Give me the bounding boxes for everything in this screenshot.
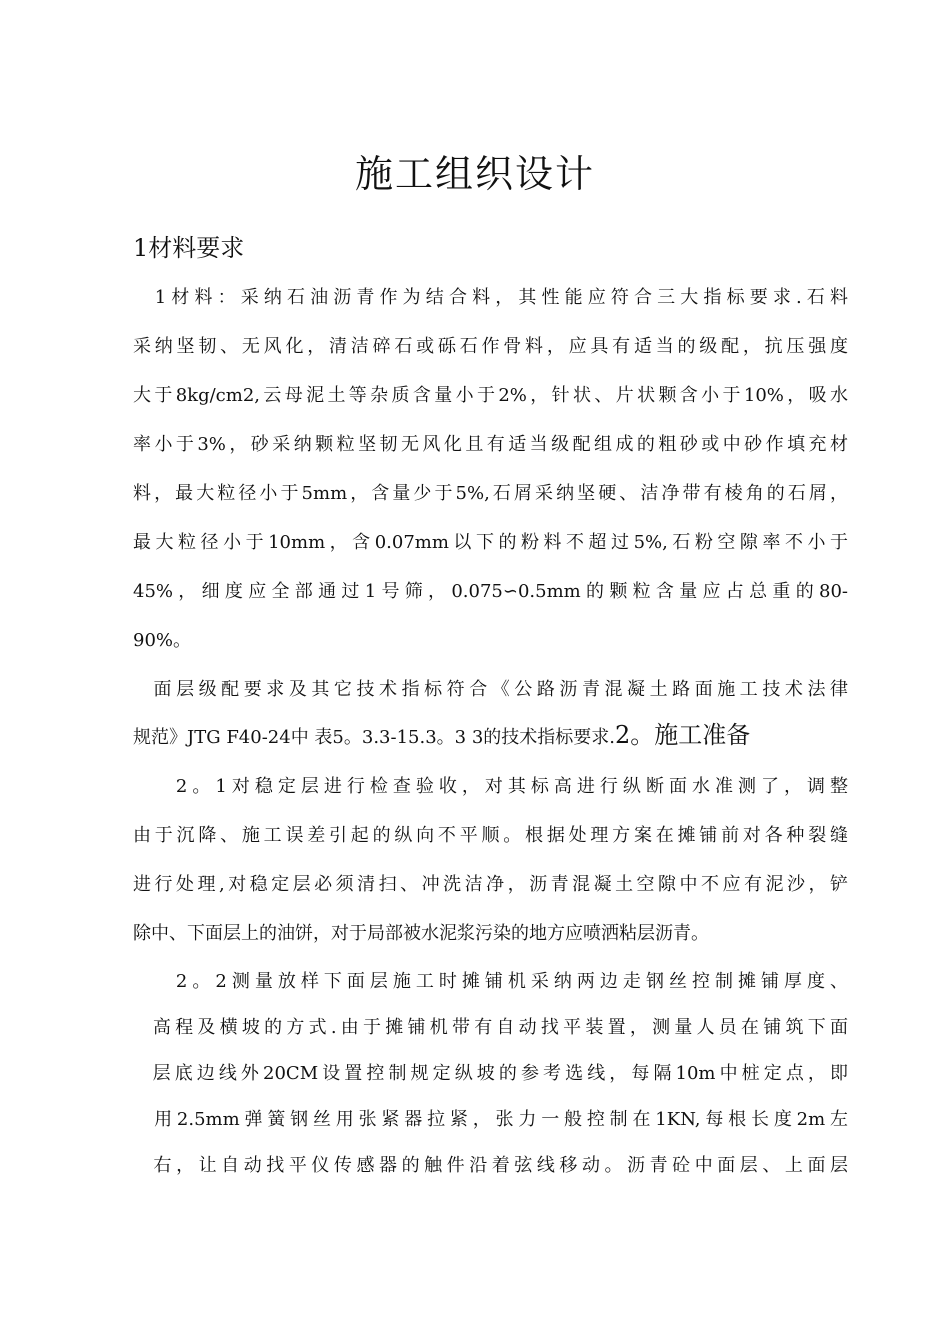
paragraph-line: 除中、下面层上的油饼，对于局部被水泥浆污染的地方应喷洒粘层沥青。	[133, 923, 709, 944]
paragraph-line: 90%。	[133, 630, 192, 651]
paragraph-line: 大于8kg/cm2,云母泥土等杂质含量小于2%，针状、片状颗含小于10%，吸水	[133, 385, 848, 406]
paragraph-line: 最大粒径小于10mm，含0.07mm以下的粉料不超过5%,石粉空隙率不小于	[133, 532, 848, 553]
paragraph-survey	[133, 965, 848, 1195]
paragraph-line	[133, 718, 848, 763]
paragraph-line: 右，让自动找平仪传感器的触件沿着弦线移动。沥青砼中面层、上面层	[133, 1155, 848, 1176]
paragraph-line-text: 规范》JTG F40-24中 表5。3.3-15.3。3 3的技术指标要求.	[133, 727, 616, 748]
paragraph-materials	[133, 281, 848, 673]
paragraph-line: 由于沉降、施工误差引起的纵向不平顺。根据处理方案在摊铺前对各种裂缝	[133, 825, 848, 846]
section-heading-materials: 1材料要求	[133, 234, 245, 262]
paragraph-line: 进行处理,对稳定层必须清扫、冲洗洁净，沥青混凝土空隙中不应有泥沙，铲	[133, 874, 848, 895]
paragraph-line: 1材料：采纳石油沥青作为结合料，其性能应符合三大指标要求.石料	[133, 287, 848, 308]
paragraph-line: 45%，细度应全部通过1号筛，0.075∽0.5mm的颗粒含量应占总重的80-	[133, 581, 848, 602]
paragraph-line: 料，最大粒径小于5mm，含量少于5%,石屑采纳坚硬、洁净带有棱角的石屑，	[133, 483, 848, 504]
paragraph-line: 率小于3%，砂采纳颗粒坚韧无风化且有适当级配组成的粗砂或中砂作填充材	[133, 434, 848, 455]
document-title: 施工组织设计	[354, 152, 595, 196]
paragraph-line: 高程及横坡的方式.由于摊铺机带有自动找平装置，测量人员在铺筑下面	[133, 1017, 848, 1038]
paragraph-line: 2。1对稳定层进行检查验收，对其标高进行纵断面水准测了，调整	[133, 776, 848, 797]
section-heading-preparation: 2。施工准备	[615, 721, 751, 749]
paragraph-line: 采纳坚韧、无风化，清洁碎石或砾石作骨料，应具有适当的级配，抗压强度	[133, 336, 848, 357]
paragraph-line: 用2.5mm弹簧钢丝用张紧器拉紧，张力一般控制在1KN,每根长度2m左	[133, 1109, 848, 1130]
paragraph-line: 2。2测量放样下面层施工时摊铺机采纳两边走钢丝控制摊铺厚度、	[133, 971, 848, 992]
paragraph-spec	[133, 673, 848, 763]
paragraph-line: 层底边线外20CM设置控制规定纵坡的参考选线，每隔10m中桩定点，即	[133, 1063, 848, 1084]
paragraph-line: 面层级配要求及其它技术指标符合《公路沥青混凝土路面施工技术法律	[133, 679, 848, 700]
paragraph-inspection	[133, 770, 848, 966]
